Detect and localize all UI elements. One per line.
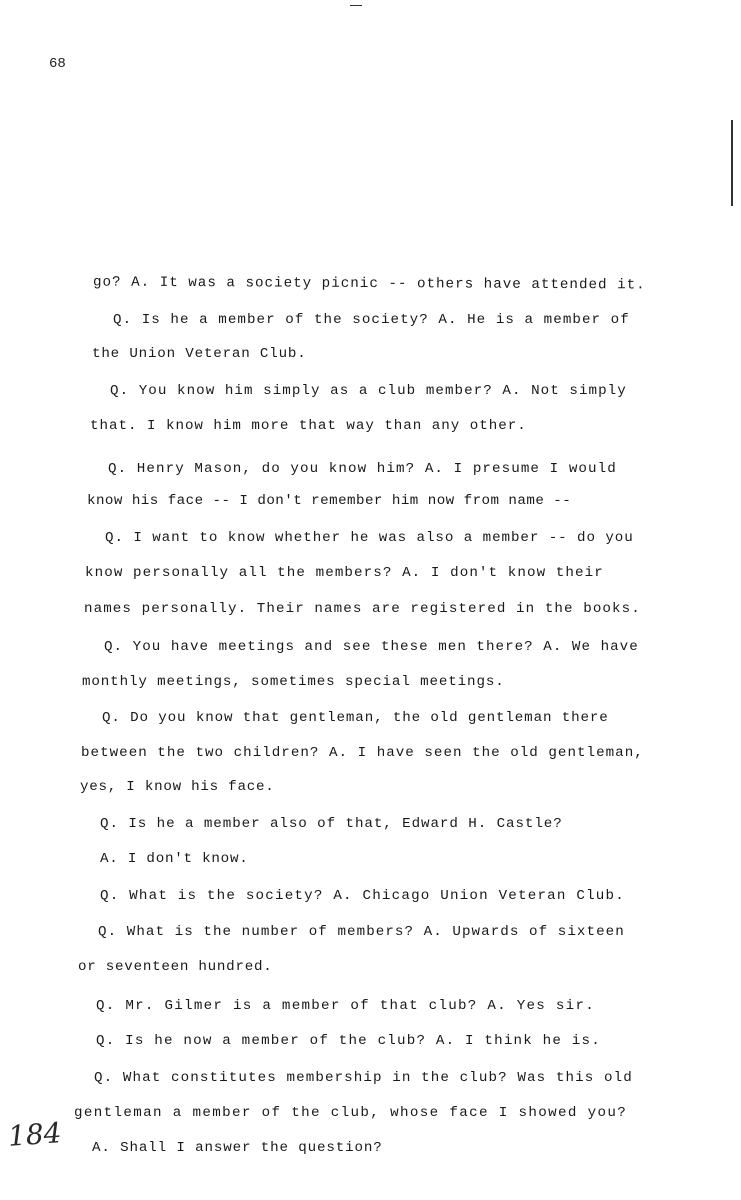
transcript-line: names personally. Their names are registered in the books.: [84, 601, 641, 617]
transcript-line: Q. Henry Mason, do you know him? A. I presume I would: [108, 461, 617, 477]
transcript-line: or seventeen hundred.: [78, 959, 273, 975]
transcript-line: know his face -- I don't remember him now from name --: [87, 493, 572, 509]
handwritten-margin-note: 184: [6, 1116, 63, 1153]
transcript-line: A. Shall I answer the question?: [92, 1140, 383, 1156]
transcript-line: Q. What is the society? A. Chicago Union Veteran Club.: [100, 888, 625, 904]
transcript-line: between the two children? A. I have seen the old gentleman,: [81, 745, 644, 761]
transcript-line: Q. Is he now a member of the club? A. I think he is.: [96, 1033, 601, 1049]
transcript-line: Q. I want to know whether he was also a member -- do you: [105, 530, 634, 546]
page-number: 68: [49, 56, 66, 72]
transcript-line: Q. Mr. Gilmer is a member of that club? A. Yes sir.: [96, 998, 596, 1014]
transcript-line: know personally all the members? A. I don't know their: [85, 565, 604, 581]
transcript-line: yes, I know his face.: [80, 779, 275, 795]
transcript-line: Q. Do you know that gentleman, the old gentleman there: [102, 710, 609, 726]
transcript-line: A. I don't know.: [100, 851, 249, 867]
transcript-line: Q. Is he a member also of that, Edward H. Castle?: [100, 816, 563, 832]
transcript-line: that. I know him more that way than any other.: [90, 418, 527, 434]
transcript-line: Q. Is he a member of the society? A. He is a member of: [113, 312, 630, 328]
transcript-line: the Union Veteran Club.: [92, 346, 307, 362]
transcript-line: Q. You have meetings and see these men there? A. We have: [104, 639, 639, 655]
scan-mark-right-edge: [731, 120, 733, 206]
scan-mark-top: [350, 5, 362, 6]
transcript-line: monthly meetings, sometimes special meetings.: [82, 674, 505, 690]
transcript-line: gentleman a member of the club, whose face I showed you?: [74, 1105, 628, 1121]
transcript-line: Q. What constitutes membership in the club? Was this old: [94, 1070, 633, 1086]
transcript-line: Q. What is the number of members? A. Upwards of sixteen: [98, 924, 625, 940]
transcript-line: Q. You know him simply as a club member? A. Not simply: [110, 383, 627, 399]
transcript-line: go? A. It was a society picnic -- others have attended it.: [92, 274, 646, 294]
